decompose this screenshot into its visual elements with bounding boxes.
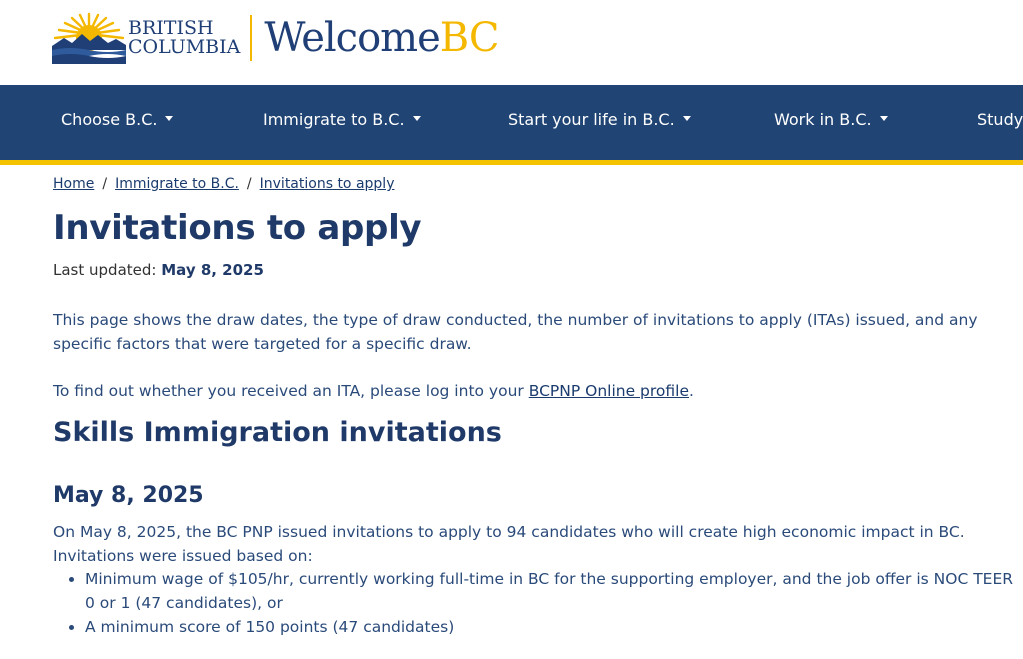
breadcrumb-home[interactable]: Home [53, 176, 95, 192]
bc-wordmark-line2: COLUMBIA [128, 36, 241, 58]
last-updated [53, 261, 264, 279]
nav-start-your-life[interactable] [508, 85, 691, 160]
criteria-list [53, 567, 1023, 639]
last-updated-date: May 8, 2025 [161, 261, 264, 279]
nav-label: Choose B.C. [61, 110, 158, 129]
nav-study[interactable] [977, 85, 1023, 160]
ita-paragraph [53, 379, 694, 403]
bc-wordmark-line1: BRITISH [128, 17, 214, 39]
list-item: • Minimum wage of $105/hr, currently working full-time in BC for the supporting employer, and the job offer is NOC TEER 0 or 1 (47 candidates), or [85, 567, 1023, 615]
list-item: • A minimum score of 150 points (47 candidates) [85, 615, 1023, 639]
nav-work-in-bc[interactable] [774, 85, 888, 160]
bc-sun-logo-icon [52, 12, 126, 64]
intro-paragraph: This page shows the draw dates, the type of draw conducted, the number of invitations to apply (ITAs) issued, and any specific factors that were targeted for a specific draw. [53, 311, 978, 353]
logo-divider [250, 15, 252, 61]
breadcrumb-separator: / [246, 176, 252, 192]
breadcrumb [53, 176, 394, 192]
nav-choose-bc[interactable] [61, 85, 173, 160]
site-logo[interactable] [52, 12, 499, 64]
breadcrumb-separator: / [102, 176, 108, 192]
nav-label: Study [977, 110, 1023, 129]
nav-immigrate-to-bc[interactable] [263, 85, 421, 160]
breadcrumb-immigrate[interactable]: Immigrate to B.C. [115, 176, 239, 192]
caret-down-icon [413, 116, 421, 121]
breadcrumb-invitations[interactable]: Invitations to apply [259, 176, 395, 192]
section-title: Skills Immigration invitations [53, 417, 502, 448]
draw-date-heading: May 8, 2025 [53, 483, 204, 508]
page-title: Invitations to apply [53, 208, 422, 248]
site-header [0, 0, 1023, 85]
nav-label: Immigrate to B.C. [263, 110, 405, 129]
draw-intro-paragraph: On May 8, 2025, the BC PNP issued invitations to apply to 94 candidates who will create high economic impact in BC. Invitations were issued based on: [53, 523, 965, 565]
bcpnp-online-profile-link[interactable]: BCPNP Online profile [528, 382, 690, 400]
caret-down-icon [165, 116, 173, 121]
main-navigation [0, 85, 1023, 165]
welcomebc-wordmark [264, 15, 498, 61]
welcome-text: Welcome [264, 15, 440, 61]
nav-label: Work in B.C. [774, 110, 872, 129]
nav-label: Start your life in B.C. [508, 110, 675, 129]
bc-wordmark [128, 19, 240, 57]
last-updated-label: Last updated: [53, 261, 157, 279]
welcome-bc-text: BC [439, 15, 499, 61]
caret-down-icon [880, 116, 888, 121]
ita-text-end: . [689, 382, 694, 400]
ita-text: To find out whether you received an ITA, please log into your [53, 382, 529, 400]
caret-down-icon [683, 116, 691, 121]
